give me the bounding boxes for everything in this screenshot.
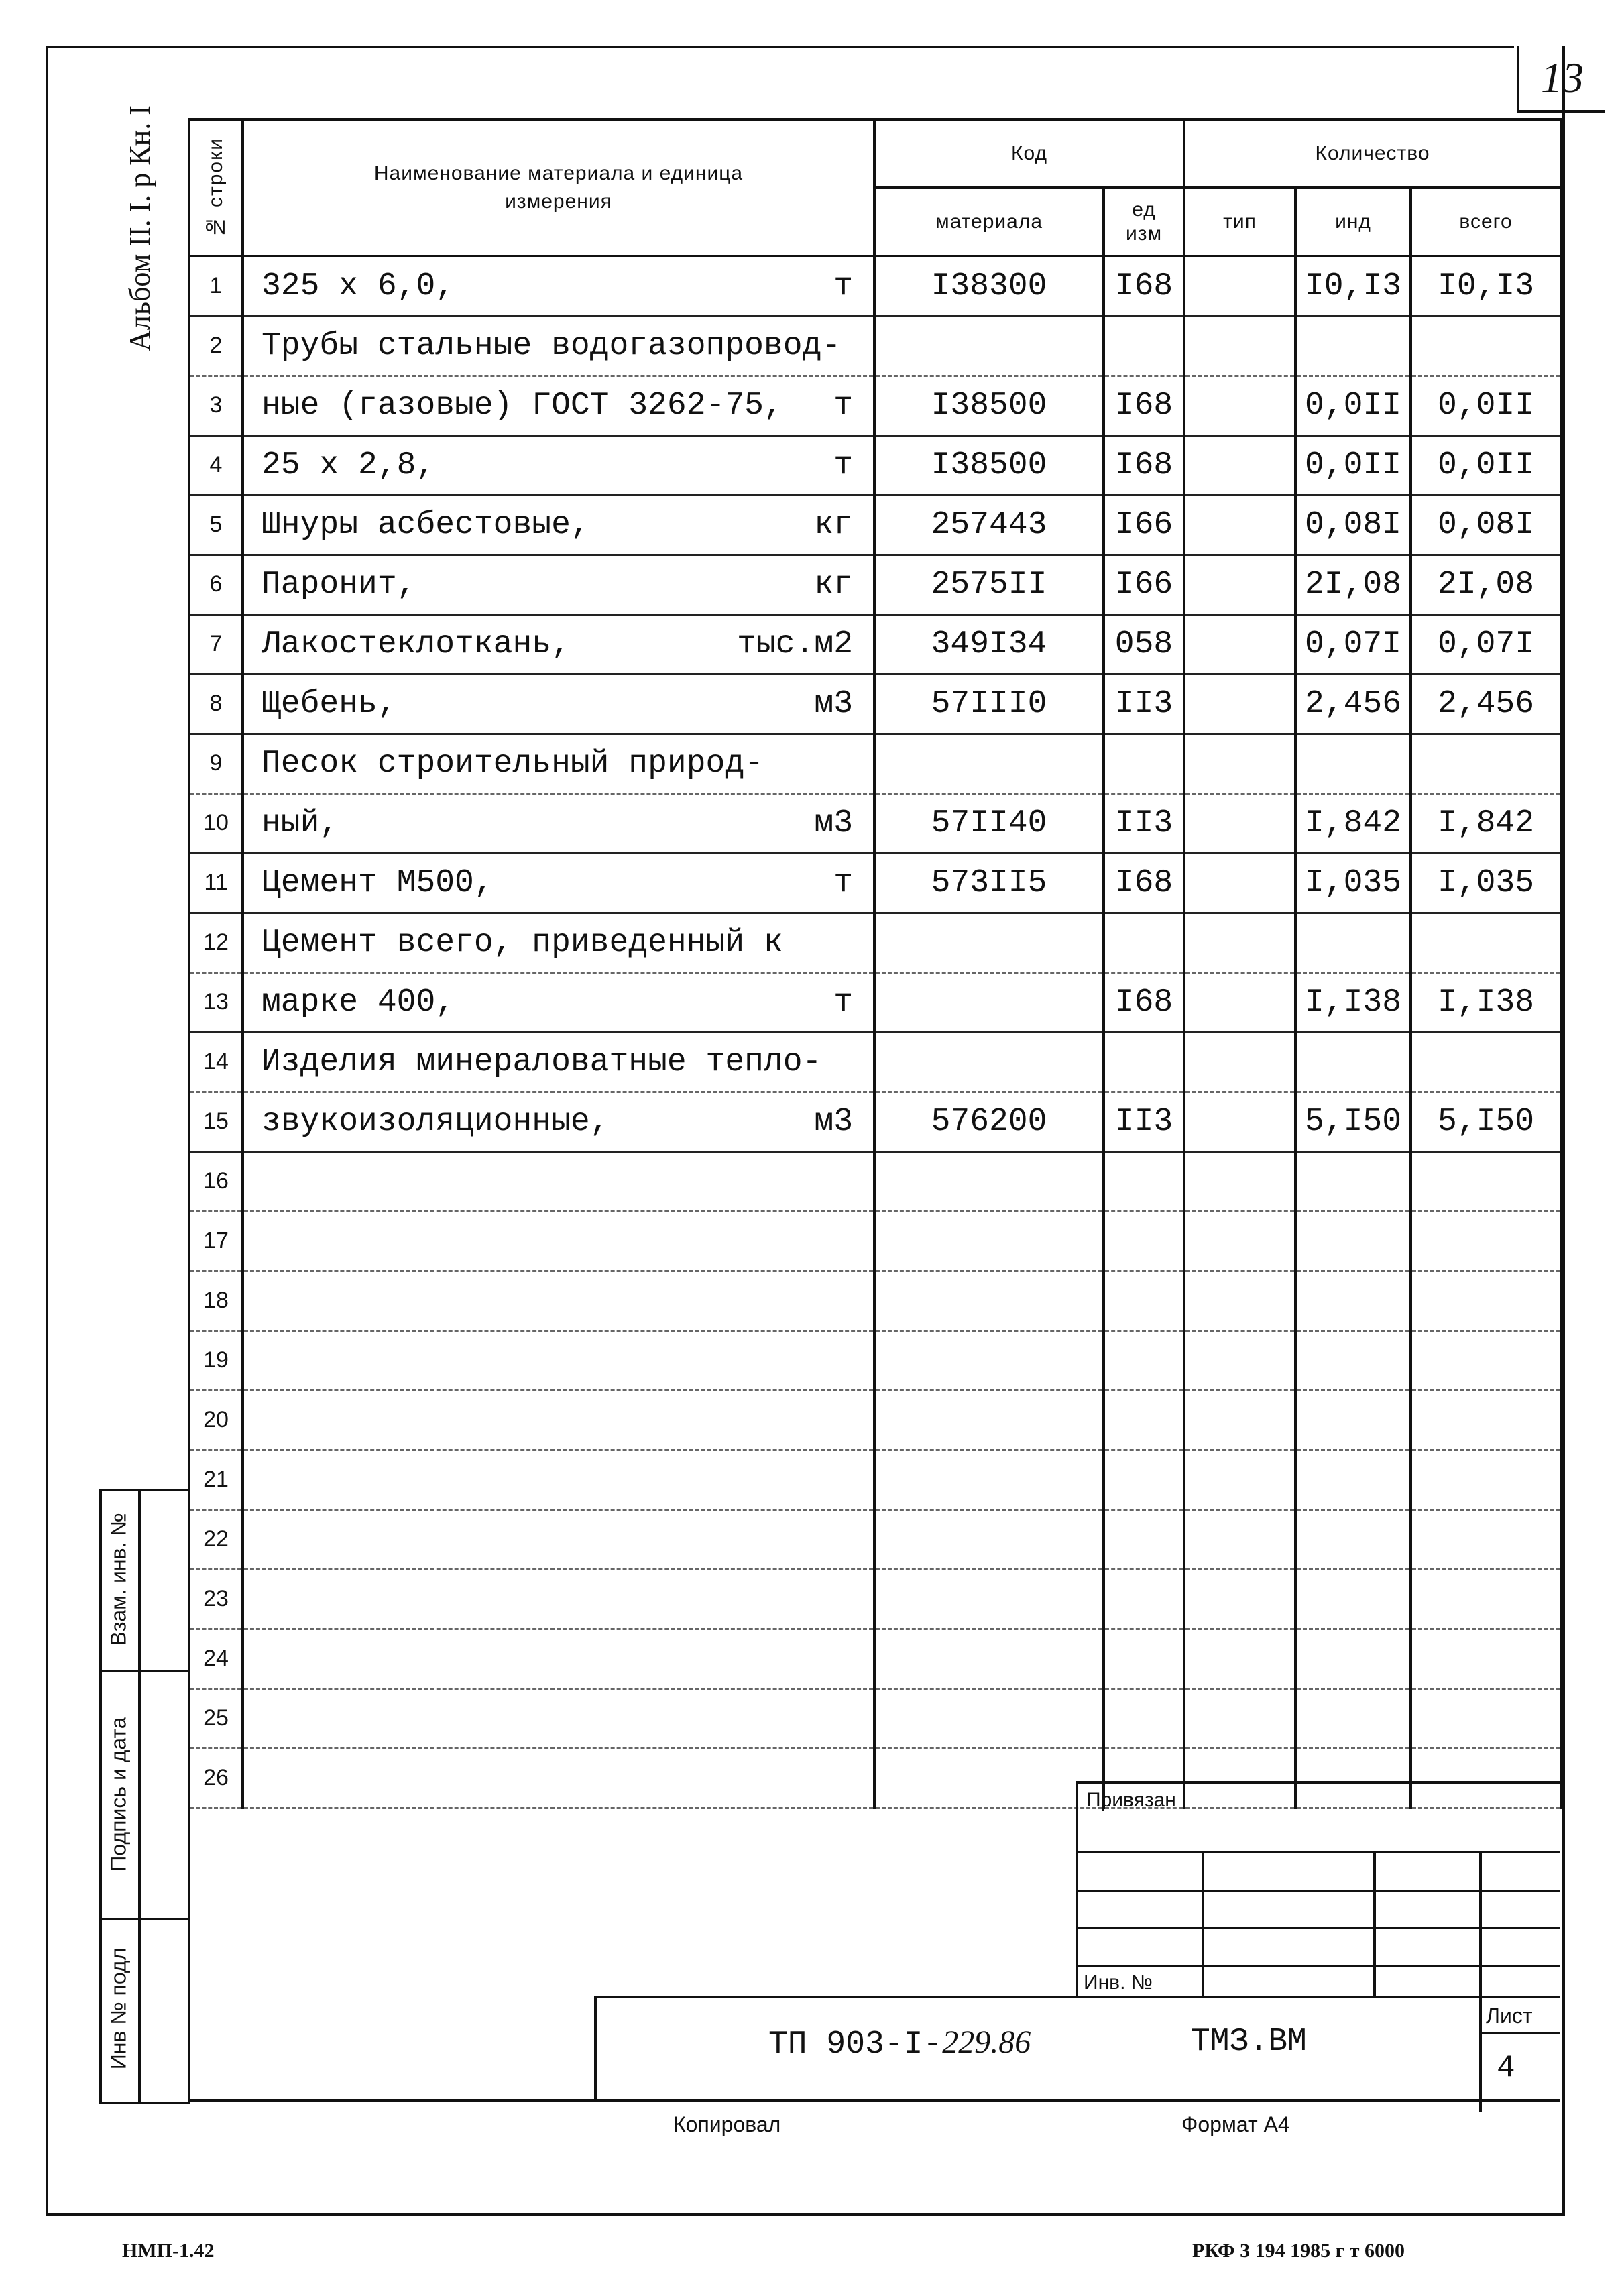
row-number: 21 bbox=[189, 1450, 243, 1509]
row-qty-ind bbox=[1295, 1509, 1411, 1569]
specification-table bbox=[188, 118, 1560, 1809]
row-qty-total bbox=[1411, 1390, 1561, 1450]
row-code-material bbox=[874, 1271, 1104, 1330]
row-number: 1 bbox=[189, 256, 243, 316]
document-mark: ТМЗ.ВМ bbox=[1191, 2024, 1307, 2060]
row-code-material: I38500 bbox=[874, 376, 1104, 435]
row-name: марке 400, т bbox=[243, 972, 874, 1032]
row-qty-type bbox=[1184, 435, 1295, 495]
row-code-material bbox=[874, 1330, 1104, 1390]
table-row bbox=[189, 1330, 1561, 1390]
row-code-unit bbox=[1104, 1032, 1184, 1092]
row-qty-type bbox=[1184, 793, 1295, 853]
row-name bbox=[243, 1688, 874, 1748]
table-row bbox=[189, 853, 1561, 913]
row-number: 11 bbox=[189, 853, 243, 913]
row-number: 22 bbox=[189, 1509, 243, 1569]
header-name: Наименование материала и единица измерения bbox=[243, 119, 874, 256]
row-qty-type bbox=[1184, 376, 1295, 435]
row-qty-total: I,842 bbox=[1411, 793, 1561, 853]
row-code-unit: II3 bbox=[1104, 1092, 1184, 1151]
row-code-material bbox=[874, 316, 1104, 376]
row-qty-total bbox=[1411, 1629, 1561, 1688]
row-code-material bbox=[874, 1151, 1104, 1211]
album-side-title-text: Альбом II. I. р Кн. I bbox=[123, 105, 156, 351]
table-row bbox=[189, 1688, 1561, 1748]
table-row bbox=[189, 1748, 1561, 1808]
table-row bbox=[189, 1629, 1561, 1688]
table-row bbox=[189, 1271, 1561, 1330]
row-code-unit: II3 bbox=[1104, 674, 1184, 734]
row-qty-type bbox=[1184, 1092, 1295, 1151]
row-name bbox=[243, 1390, 874, 1450]
row-number: 4 bbox=[189, 435, 243, 495]
row-code-unit: I68 bbox=[1104, 256, 1184, 316]
table-row bbox=[189, 1569, 1561, 1629]
row-name: 325 х 6,0, т bbox=[243, 256, 874, 316]
row-number: 13 bbox=[189, 972, 243, 1032]
row-qty-total: 5,I50 bbox=[1411, 1092, 1561, 1151]
row-qty-ind: 2I,08 bbox=[1295, 555, 1411, 614]
row-qty-total bbox=[1411, 734, 1561, 793]
margin-label-inv-podl: Инв № подл bbox=[106, 1947, 131, 2069]
row-qty-ind: 0,07I bbox=[1295, 614, 1411, 674]
row-qty-type bbox=[1184, 1271, 1295, 1330]
row-code-unit bbox=[1104, 1330, 1184, 1390]
row-qty-total bbox=[1411, 1569, 1561, 1629]
row-name: Щебень, м3 bbox=[243, 674, 874, 734]
row-qty-ind: I,842 bbox=[1295, 793, 1411, 853]
row-unit: тыс.м2 bbox=[737, 626, 853, 663]
row-name: 25 х 2,8, т bbox=[243, 435, 874, 495]
table-row bbox=[189, 1211, 1561, 1271]
row-number: 6 bbox=[189, 555, 243, 614]
table-row bbox=[189, 376, 1561, 435]
header-qty-ind: инд bbox=[1295, 188, 1411, 256]
row-code-material: 57III0 bbox=[874, 674, 1104, 734]
row-code-unit: I68 bbox=[1104, 853, 1184, 913]
table-row bbox=[189, 614, 1561, 674]
row-qty-ind bbox=[1295, 1748, 1411, 1808]
row-number: 8 bbox=[189, 674, 243, 734]
row-number: 9 bbox=[189, 734, 243, 793]
row-qty-type bbox=[1184, 1330, 1295, 1390]
header-qty-type: тип bbox=[1184, 188, 1295, 256]
row-qty-type bbox=[1184, 316, 1295, 376]
row-qty-ind bbox=[1295, 1390, 1411, 1450]
footer-left: НМП-1.42 bbox=[122, 2240, 215, 2262]
row-qty-type bbox=[1184, 972, 1295, 1032]
row-qty-ind bbox=[1295, 734, 1411, 793]
row-qty-type bbox=[1184, 1211, 1295, 1271]
row-code-material bbox=[874, 1509, 1104, 1569]
row-code-unit: I68 bbox=[1104, 376, 1184, 435]
row-code-unit bbox=[1104, 1390, 1184, 1450]
row-code-material bbox=[874, 1688, 1104, 1748]
row-name: Изделия минераловатные тепло- bbox=[243, 1032, 874, 1092]
row-unit: т bbox=[833, 447, 853, 483]
privyazan-label: Привязан bbox=[1086, 1789, 1176, 1811]
row-number: 24 bbox=[189, 1629, 243, 1688]
table-row bbox=[189, 316, 1561, 376]
row-code-unit bbox=[1104, 1211, 1184, 1271]
row-code-material: I38500 bbox=[874, 435, 1104, 495]
table-row bbox=[189, 972, 1561, 1032]
row-code-unit: I68 bbox=[1104, 435, 1184, 495]
table-row bbox=[189, 1450, 1561, 1509]
row-qty-total bbox=[1411, 1509, 1561, 1569]
row-name: Шнуры асбестовые, кг bbox=[243, 495, 874, 555]
table-row bbox=[189, 1390, 1561, 1450]
row-code-material bbox=[874, 1569, 1104, 1629]
row-qty-total: I,I38 bbox=[1411, 972, 1561, 1032]
row-qty-total: I0,I3 bbox=[1411, 256, 1561, 316]
table-row bbox=[189, 495, 1561, 555]
row-name: Паронит, кг bbox=[243, 555, 874, 614]
row-qty-total bbox=[1411, 1688, 1561, 1748]
row-qty-ind: 0,08I bbox=[1295, 495, 1411, 555]
row-code-unit: I66 bbox=[1104, 555, 1184, 614]
row-qty-type bbox=[1184, 853, 1295, 913]
row-unit: кг bbox=[814, 566, 853, 603]
row-qty-total: 0,0II bbox=[1411, 376, 1561, 435]
table-row bbox=[189, 1151, 1561, 1211]
row-qty-ind bbox=[1295, 1211, 1411, 1271]
row-qty-total bbox=[1411, 1032, 1561, 1092]
row-name bbox=[243, 1509, 874, 1569]
row-qty-ind bbox=[1295, 1629, 1411, 1688]
format-label: Формат А4 bbox=[1181, 2112, 1290, 2136]
row-number: 2 bbox=[189, 316, 243, 376]
row-qty-total: 0,08I bbox=[1411, 495, 1561, 555]
row-name: ные (газовые) ГОСТ 3262-75, т bbox=[243, 376, 874, 435]
row-qty-ind: I,035 bbox=[1295, 853, 1411, 913]
row-qty-ind: I0,I3 bbox=[1295, 256, 1411, 316]
row-code-unit bbox=[1104, 913, 1184, 972]
row-name bbox=[243, 1271, 874, 1330]
row-unit: кг bbox=[814, 506, 853, 543]
album-side-title bbox=[119, 101, 160, 355]
row-name: Лакостеклоткань, тыс.м2 bbox=[243, 614, 874, 674]
row-code-unit bbox=[1104, 734, 1184, 793]
row-qty-ind bbox=[1295, 1271, 1411, 1330]
row-code-unit bbox=[1104, 1151, 1184, 1211]
row-number: 16 bbox=[189, 1151, 243, 1211]
row-code-material bbox=[874, 734, 1104, 793]
row-number: 5 bbox=[189, 495, 243, 555]
row-code-material bbox=[874, 972, 1104, 1032]
row-number: 19 bbox=[189, 1330, 243, 1390]
table-row bbox=[189, 793, 1561, 853]
row-name: Песок строительный природ- bbox=[243, 734, 874, 793]
row-code-unit: I66 bbox=[1104, 495, 1184, 555]
row-qty-type bbox=[1184, 1688, 1295, 1748]
row-qty-ind bbox=[1295, 913, 1411, 972]
row-unit: м3 bbox=[814, 1103, 853, 1140]
row-qty-total bbox=[1411, 316, 1561, 376]
row-unit: м3 bbox=[814, 685, 853, 722]
row-qty-type bbox=[1184, 1629, 1295, 1688]
row-code-material: 2575II bbox=[874, 555, 1104, 614]
row-code-material: 257443 bbox=[874, 495, 1104, 555]
row-name: звукоизоляционные, м3 bbox=[243, 1092, 874, 1151]
row-name bbox=[243, 1748, 874, 1808]
margin-label-podpis-data: Подпись и дата bbox=[106, 1716, 131, 1872]
row-code-material bbox=[874, 1032, 1104, 1092]
row-qty-type bbox=[1184, 1151, 1295, 1211]
row-qty-type bbox=[1184, 1032, 1295, 1092]
row-code-material: 576200 bbox=[874, 1092, 1104, 1151]
row-qty-type bbox=[1184, 495, 1295, 555]
row-number: 10 bbox=[189, 793, 243, 853]
row-number: 26 bbox=[189, 1748, 243, 1808]
row-name bbox=[243, 1569, 874, 1629]
table-row bbox=[189, 256, 1561, 316]
row-name: Цемент М500, т bbox=[243, 853, 874, 913]
row-qty-total bbox=[1411, 1748, 1561, 1808]
row-qty-ind bbox=[1295, 316, 1411, 376]
row-unit: м3 bbox=[814, 805, 853, 842]
row-qty-type bbox=[1184, 1748, 1295, 1808]
row-qty-ind bbox=[1295, 1688, 1411, 1748]
row-name bbox=[243, 1211, 874, 1271]
row-qty-ind: 0,0II bbox=[1295, 376, 1411, 435]
row-qty-type bbox=[1184, 734, 1295, 793]
row-qty-ind bbox=[1295, 1330, 1411, 1390]
row-unit: т bbox=[833, 984, 853, 1021]
row-qty-total: I,035 bbox=[1411, 853, 1561, 913]
row-qty-type bbox=[1184, 1390, 1295, 1450]
row-code-material bbox=[874, 1629, 1104, 1688]
row-code-unit: II3 bbox=[1104, 793, 1184, 853]
row-qty-ind: 0,0II bbox=[1295, 435, 1411, 495]
sheet-corner-number: 13 bbox=[1517, 46, 1605, 113]
row-number: 23 bbox=[189, 1569, 243, 1629]
row-code-unit bbox=[1104, 1271, 1184, 1330]
row-qty-type bbox=[1184, 913, 1295, 972]
row-qty-ind bbox=[1295, 1032, 1411, 1092]
row-code-material: 349I34 bbox=[874, 614, 1104, 674]
document-code-prefix: ТП 903-I- bbox=[768, 2026, 943, 2063]
row-code-unit bbox=[1104, 1450, 1184, 1509]
row-qty-ind: 2,456 bbox=[1295, 674, 1411, 734]
row-qty-total bbox=[1411, 1271, 1561, 1330]
table-row bbox=[189, 1032, 1561, 1092]
row-number: 3 bbox=[189, 376, 243, 435]
row-code-material bbox=[874, 1390, 1104, 1450]
row-qty-type bbox=[1184, 1450, 1295, 1509]
row-code-unit bbox=[1104, 316, 1184, 376]
row-number: 17 bbox=[189, 1211, 243, 1271]
row-qty-type bbox=[1184, 674, 1295, 734]
row-qty-total bbox=[1411, 913, 1561, 972]
kopiroval-label: Копировал bbox=[673, 2112, 781, 2136]
row-qty-type bbox=[1184, 614, 1295, 674]
row-number: 20 bbox=[189, 1390, 243, 1450]
row-name bbox=[243, 1629, 874, 1688]
row-number: 18 bbox=[189, 1271, 243, 1330]
row-code-unit: I68 bbox=[1104, 972, 1184, 1032]
row-name: Цемент всего, приведенный к bbox=[243, 913, 874, 972]
table-row bbox=[189, 913, 1561, 972]
table-row bbox=[189, 734, 1561, 793]
list-label: Лист bbox=[1486, 2004, 1533, 2028]
header-row-number: № строки bbox=[189, 119, 243, 256]
row-number: 7 bbox=[189, 614, 243, 674]
row-qty-total bbox=[1411, 1330, 1561, 1390]
document-code bbox=[768, 2024, 1031, 2063]
row-name: ный, м3 bbox=[243, 793, 874, 853]
row-number: 12 bbox=[189, 913, 243, 972]
document-code-handwritten: 229.86 bbox=[942, 2024, 1031, 2060]
header-quantity: Количество bbox=[1184, 119, 1561, 188]
table-row bbox=[189, 555, 1561, 614]
row-qty-type bbox=[1184, 555, 1295, 614]
row-qty-total bbox=[1411, 1151, 1561, 1211]
row-code-material: 57II40 bbox=[874, 793, 1104, 853]
row-qty-total: 0,07I bbox=[1411, 614, 1561, 674]
row-qty-ind bbox=[1295, 1450, 1411, 1509]
row-qty-total: 2,456 bbox=[1411, 674, 1561, 734]
row-name: Трубы стальные водогазопровод- bbox=[243, 316, 874, 376]
row-qty-ind bbox=[1295, 1569, 1411, 1629]
table-row bbox=[189, 1509, 1561, 1569]
row-code-material bbox=[874, 1450, 1104, 1509]
row-code-unit bbox=[1104, 1509, 1184, 1569]
row-qty-total: 2I,08 bbox=[1411, 555, 1561, 614]
list-number: 4 bbox=[1497, 2051, 1515, 2085]
margin-label-vzam-inv: Взам. инв. № bbox=[106, 1512, 131, 1646]
row-qty-ind: I,I38 bbox=[1295, 972, 1411, 1032]
row-code-unit bbox=[1104, 1688, 1184, 1748]
row-qty-type bbox=[1184, 1509, 1295, 1569]
row-name bbox=[243, 1330, 874, 1390]
row-unit: т bbox=[833, 864, 853, 901]
row-qty-total bbox=[1411, 1211, 1561, 1271]
row-number: 14 bbox=[189, 1032, 243, 1092]
row-qty-ind: 5,I50 bbox=[1295, 1092, 1411, 1151]
row-unit: т bbox=[833, 387, 853, 424]
table-row bbox=[189, 1092, 1561, 1151]
margin-divider bbox=[138, 1489, 141, 2102]
table-row bbox=[189, 674, 1561, 734]
header-code: Код bbox=[874, 119, 1184, 188]
row-unit: т bbox=[833, 268, 853, 304]
row-code-unit: 058 bbox=[1104, 614, 1184, 674]
row-qty-type bbox=[1184, 256, 1295, 316]
row-code-unit bbox=[1104, 1629, 1184, 1688]
inv-no-label: Инв. № bbox=[1084, 1971, 1153, 1994]
row-code-material bbox=[874, 1748, 1104, 1808]
header-code-unit: ед изм bbox=[1104, 188, 1184, 256]
footer-right: РКФ 3 194 1985 г т 6000 bbox=[1192, 2240, 1405, 2262]
row-number: 25 bbox=[189, 1688, 243, 1748]
row-code-material bbox=[874, 913, 1104, 972]
row-code-unit bbox=[1104, 1569, 1184, 1629]
header-qty-total: всего bbox=[1411, 188, 1561, 256]
row-name bbox=[243, 1151, 874, 1211]
row-qty-total bbox=[1411, 1450, 1561, 1509]
row-name bbox=[243, 1450, 874, 1509]
row-code-material: 573II5 bbox=[874, 853, 1104, 913]
row-code-material: I38300 bbox=[874, 256, 1104, 316]
row-qty-total: 0,0II bbox=[1411, 435, 1561, 495]
row-code-material bbox=[874, 1211, 1104, 1271]
row-qty-type bbox=[1184, 1569, 1295, 1629]
row-qty-ind bbox=[1295, 1151, 1411, 1211]
header-code-material: материала bbox=[874, 188, 1104, 256]
table-row bbox=[189, 435, 1561, 495]
row-number: 15 bbox=[189, 1092, 243, 1151]
